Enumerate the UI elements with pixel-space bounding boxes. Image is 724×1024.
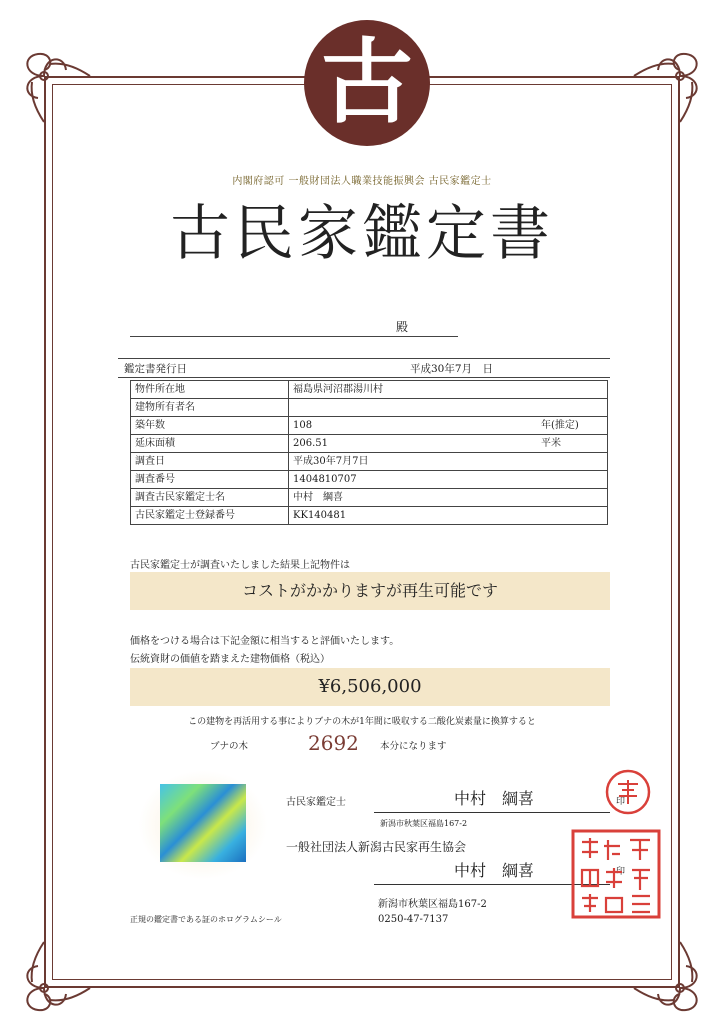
association-address: 新潟市秋葉区福島167-2: [378, 899, 487, 910]
building-age-label: 築年数: [131, 417, 289, 435]
table-row: [131, 417, 608, 435]
ornament-corner-bottom-right-icon: [620, 928, 710, 1018]
appraiser-title: 古民家鑑定士: [286, 797, 346, 808]
appraiser-signature-line: [374, 812, 610, 813]
price-note-1: 価格をつける場合は下記金額に相当すると評価いたします。: [130, 636, 400, 647]
registration-number-value: KK140481: [289, 507, 608, 525]
issue-date-row: [118, 358, 610, 378]
association-representative-name: 中村 綱喜: [454, 861, 535, 880]
survey-number-value: 1404810707: [289, 471, 608, 489]
owner-value: [289, 399, 608, 417]
ornament-corner-bottom-left-icon: [14, 928, 104, 1018]
floor-area-unit: 平米: [541, 438, 561, 449]
co2-suffix: 本分になります: [380, 741, 447, 752]
location-value: 福島県河沼郡湯川村: [289, 381, 608, 399]
table-row: [131, 507, 608, 525]
building-age-cell: [289, 417, 608, 435]
property-info-table: [130, 380, 608, 525]
personal-seal-icon: [604, 768, 652, 816]
association-phone: 0250-47-7137: [378, 914, 449, 925]
building-age-value: 108: [293, 420, 313, 431]
appraiser-signature-name: 中村 綱喜: [454, 789, 535, 808]
table-row: [131, 489, 608, 507]
table-row: [131, 435, 608, 453]
owner-label: 建物所有者名: [131, 399, 289, 417]
association-seal-mark: 印: [616, 867, 626, 877]
addressee-suffix: 殿: [396, 320, 409, 334]
co2-sentence: この建物を再活用する事によりブナの木が1年間に吸収する二酸化炭素量に換算すると: [188, 717, 536, 727]
issue-date-value: 平成30年7月 日: [410, 363, 494, 375]
issuing-organization: 内閣府認可 一般財団法人職業技能振興会 古民家鑑定士: [232, 176, 492, 187]
price-amount: ¥6,506,000: [130, 668, 610, 706]
issue-date-label: 鑑定書発行日: [124, 363, 187, 375]
page-title: 古民家鑑定書: [170, 199, 554, 269]
location-label: 物件所在地: [131, 381, 289, 399]
appraiser-address: 新潟市秋葉区福島167-2: [380, 819, 468, 828]
table-row: [131, 381, 608, 399]
logo-mark: 古: [320, 29, 413, 136]
price-note-2: 伝統資財の価値を踏まえた建物価格（税込）: [130, 654, 330, 665]
table-row: [131, 453, 608, 471]
survey-date-label: 調査日: [131, 453, 289, 471]
association-name: 一般社団法人新潟古民家再生協会: [286, 840, 467, 854]
ornament-corner-top-left-icon: [14, 46, 104, 136]
ornament-corner-top-right-icon: [620, 46, 710, 136]
co2-tree-count: 2692: [308, 731, 359, 755]
table-row: [131, 399, 608, 417]
appraiser-name-label: 調査古民家鑑定士名: [131, 489, 289, 507]
floor-area-cell: [289, 435, 608, 453]
survey-number-label: 調査番号: [131, 471, 289, 489]
table-row: [131, 471, 608, 489]
appraiser-name-value: 中村 綱喜: [289, 489, 608, 507]
result-intro: 古民家鑑定士が調査いたしました結果上記物件は: [130, 560, 350, 571]
co2-prefix: ブナの木: [210, 741, 249, 752]
building-age-unit: 年(推定): [541, 420, 579, 431]
survey-date-value: 平成30年7月7日: [289, 453, 608, 471]
floor-area-label: 延床面積: [131, 435, 289, 453]
result-verdict: コストがかかりますが再生可能です: [130, 572, 610, 610]
floor-area-value: 206.51: [293, 438, 328, 449]
addressee-line: [130, 336, 458, 337]
association-seal-icon: [570, 828, 662, 920]
registration-number-label: 古民家鑑定士登録番号: [131, 507, 289, 525]
hologram-seal: [160, 784, 246, 862]
appraiser-seal-mark: 印: [616, 797, 626, 807]
hologram-caption: 正規の鑑定書である証のホログラムシール: [130, 915, 282, 924]
